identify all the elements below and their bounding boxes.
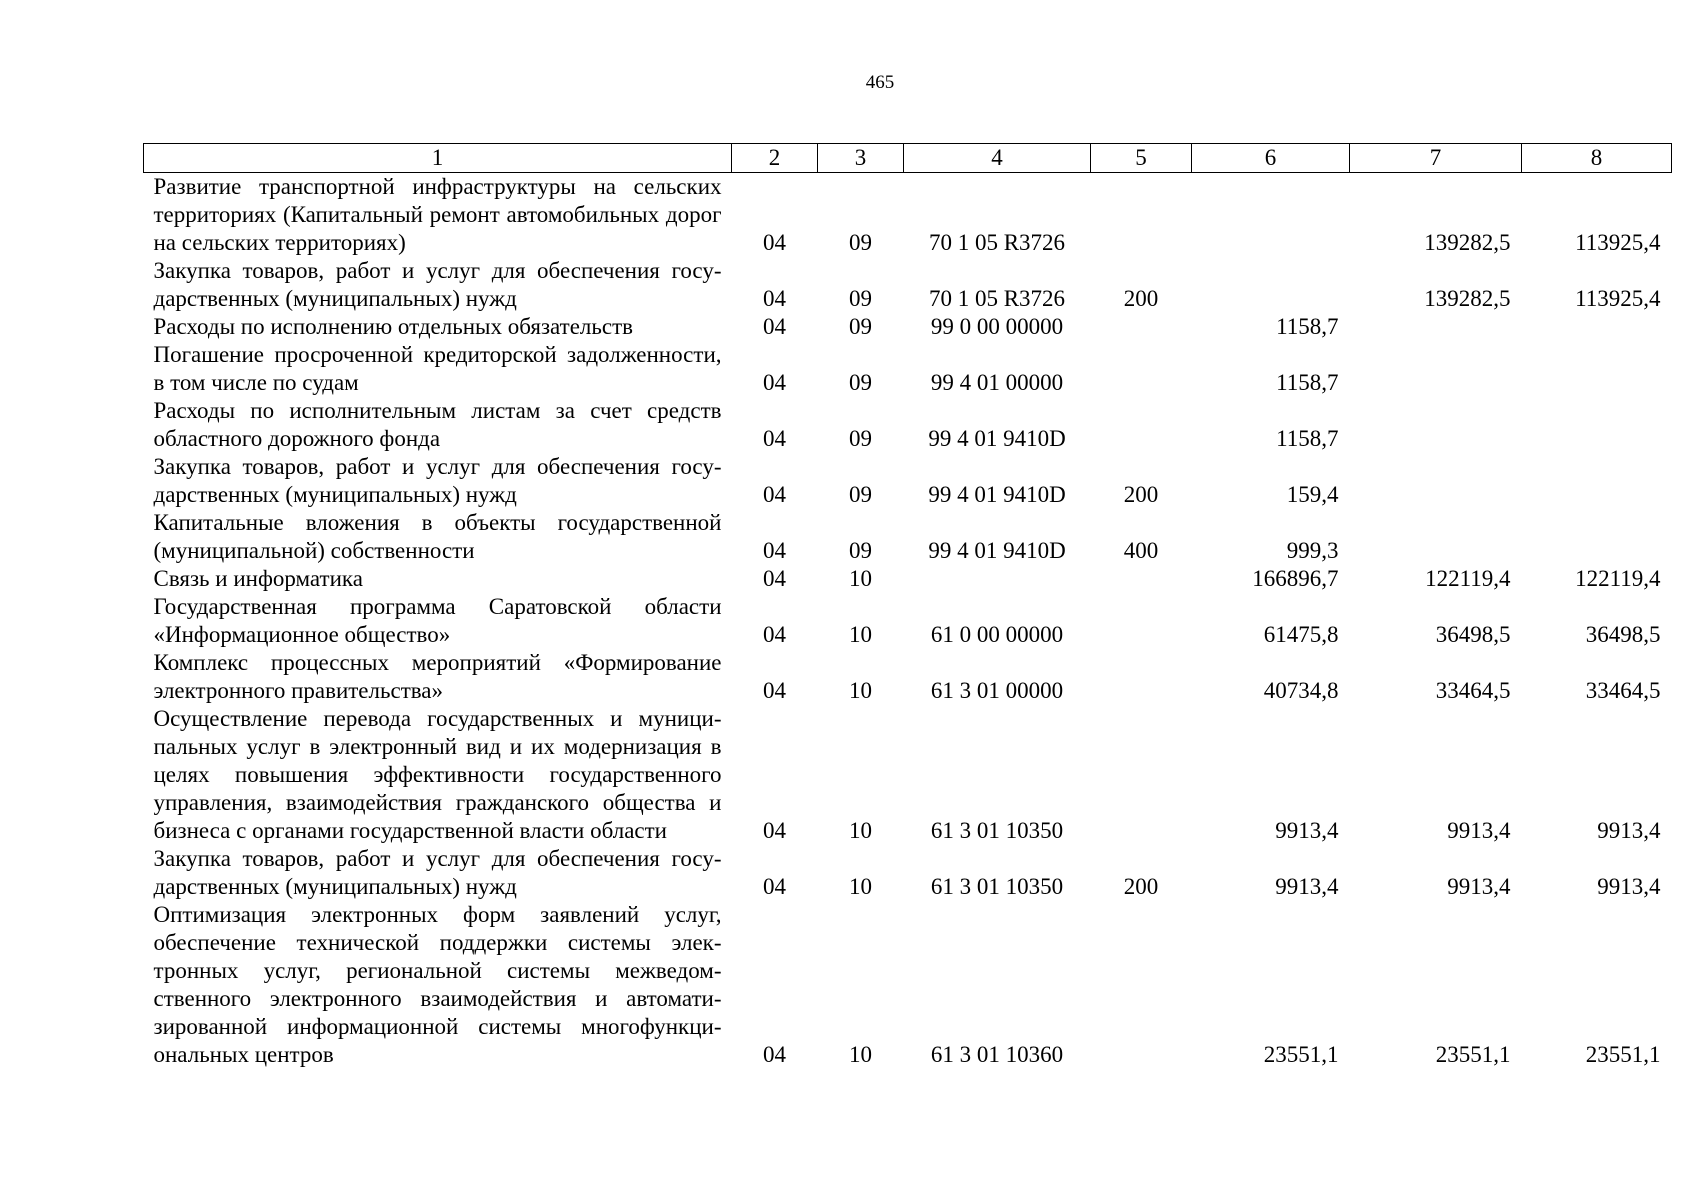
- row-amount-col7: 139282,5: [1424, 286, 1511, 311]
- row-amount-col7: [1350, 397, 1522, 453]
- row-subsection-code: 09: [849, 482, 872, 507]
- row-section-code: 04: [763, 538, 786, 563]
- row-amount-col6: [1192, 173, 1350, 258]
- row-amount-col6: [1192, 257, 1350, 313]
- row-amount-col8: [1522, 341, 1672, 397]
- row-description: Закупка товаров, работ и услуг для обеспечения государственных (муниципальных) нужд: [153, 454, 722, 507]
- row-description: Закупка товаров, работ и услуг для обеспечения государственных (муниципальных) нужд: [153, 846, 722, 899]
- row-amount-col6: 9913,4: [1275, 874, 1339, 899]
- row-section-code: 04: [763, 482, 786, 507]
- row-amount-col7: 139282,5: [1424, 230, 1511, 255]
- table-row: [144, 593, 1672, 649]
- row-amount-col8: 113925,4: [1575, 230, 1661, 255]
- row-expense-type: [1091, 397, 1192, 453]
- row-subsection-code: 09: [849, 230, 872, 255]
- table-row: [144, 397, 1672, 453]
- row-amount-col8: [1522, 397, 1672, 453]
- row-subsection-code: 10: [849, 1042, 872, 1067]
- row-section-code: 04: [763, 566, 786, 591]
- row-subsection-code: 10: [849, 622, 872, 647]
- row-expense-type: [1091, 901, 1192, 1069]
- row-amount-col8: 36498,5: [1585, 622, 1661, 647]
- row-expense-type: 400: [1123, 538, 1159, 563]
- row-amount-col6: 61475,8: [1263, 622, 1339, 647]
- row-section-code: 04: [763, 678, 786, 703]
- row-amount-col7: [1350, 509, 1522, 565]
- row-subsection-code: 10: [849, 678, 872, 703]
- table-row: [144, 313, 1672, 341]
- row-subsection-code: 10: [849, 818, 872, 843]
- row-amount-col8: 122119,4: [1575, 566, 1661, 591]
- table-row: [144, 565, 1672, 593]
- row-amount-col8: [1522, 509, 1672, 565]
- row-expense-type: [1091, 341, 1192, 397]
- row-subsection-code: 10: [849, 566, 872, 591]
- row-amount-col6: 999,3: [1286, 538, 1339, 563]
- row-amount-col7: 9913,4: [1447, 874, 1511, 899]
- row-subsection-code: 09: [849, 286, 872, 311]
- row-expense-type: [1091, 313, 1192, 341]
- row-amount-col6: 1158,7: [1276, 314, 1339, 339]
- row-target-article: 70 1 05 R3726: [928, 230, 1066, 255]
- row-expense-type: 200: [1123, 482, 1159, 507]
- row-expense-type: 200: [1123, 874, 1159, 899]
- row-amount-col7: [1350, 341, 1522, 397]
- header-col-3: 3: [818, 144, 904, 173]
- row-description: Расходы по исполнительным листам за счет средств областного дорожного фонда: [153, 398, 722, 451]
- row-amount-col6: 159,4: [1286, 482, 1339, 507]
- row-subsection-code: 09: [849, 538, 872, 563]
- row-section-code: 04: [763, 426, 786, 451]
- table-row: [144, 649, 1672, 705]
- row-subsection-code: 10: [849, 874, 872, 899]
- row-amount-col7: [1350, 313, 1522, 341]
- row-amount-col8: [1522, 313, 1672, 341]
- table-row: [144, 173, 1672, 258]
- row-amount-col6: 1158,7: [1276, 426, 1339, 451]
- row-section-code: 04: [763, 1042, 786, 1067]
- row-amount-col7: [1350, 453, 1522, 509]
- header-row: [144, 144, 1672, 173]
- header-col-8: 8: [1522, 144, 1672, 173]
- budget-table: [143, 143, 1672, 1069]
- row-description: Оптимизация электронных форм заявлений услуг, обеспечение технической поддержки системы электронных услуг, региональной системы межведомственного электронного взаимодействия и автоматизированной информационной системы многофункциональных центров: [153, 902, 722, 1067]
- row-amount-col7: 33464,5: [1435, 678, 1511, 703]
- row-amount-col8: 33464,5: [1585, 678, 1661, 703]
- row-amount-col8: 9913,4: [1597, 874, 1661, 899]
- row-amount-col8: 113925,4: [1575, 286, 1661, 311]
- row-expense-type: [1091, 705, 1192, 845]
- row-description: Погашение просроченной кредиторской задолженности, в том числе по судам: [153, 342, 722, 395]
- row-expense-type: [1091, 565, 1192, 593]
- row-expense-type: [1091, 649, 1192, 705]
- row-target-article: 61 3 01 10360: [930, 1042, 1064, 1067]
- row-expense-type: 200: [1123, 286, 1159, 311]
- row-section-code: 04: [763, 230, 786, 255]
- row-amount-col8: 9913,4: [1597, 818, 1661, 843]
- header-col-2: 2: [732, 144, 818, 173]
- row-amount-col6: 23551,1: [1263, 1042, 1339, 1067]
- table-row: [144, 705, 1672, 845]
- row-amount-col6: 40734,8: [1263, 678, 1339, 703]
- row-description: Осуществление перевода государственных и муниципальных услуг в электронный вид и их модернизация в целях повышения эффективности государственного управления, взаимодействия гражданского общества и бизнеса с органами государственной власти области: [153, 706, 722, 843]
- table-row: [144, 341, 1672, 397]
- row-section-code: 04: [763, 818, 786, 843]
- row-target-article: 70 1 05 R3726: [928, 286, 1066, 311]
- row-description: Капитальные вложения в объекты государственной (муниципальной) собственности: [153, 510, 722, 563]
- table-row: [144, 453, 1672, 509]
- row-amount-col6: 9913,4: [1275, 818, 1339, 843]
- row-amount-col7: 9913,4: [1447, 818, 1511, 843]
- row-target-article: [904, 565, 1091, 593]
- row-amount-col7: 23551,1: [1435, 1042, 1511, 1067]
- row-target-article: 99 4 01 9410D: [928, 482, 1066, 507]
- row-section-code: 04: [763, 370, 786, 395]
- row-expense-type: [1091, 173, 1192, 258]
- header-col-5: 5: [1091, 144, 1192, 173]
- table-header: [144, 144, 1672, 173]
- header-col-4: 4: [904, 144, 1091, 173]
- row-description: Связь и информатика: [153, 566, 363, 591]
- row-target-article: 61 3 01 10350: [930, 818, 1064, 843]
- row-subsection-code: 09: [849, 426, 872, 451]
- row-section-code: 04: [763, 286, 786, 311]
- row-description: Развитие транспортной инфраструктуры на сельских территориях (Капитальный ремонт автомобильных дорог на сельских территориях): [153, 174, 722, 255]
- row-description: Государственная программа Саратовской области «Информационное общество»: [153, 594, 722, 647]
- row-expense-type: [1091, 593, 1192, 649]
- row-subsection-code: 09: [849, 314, 872, 339]
- row-target-article: 99 4 01 9410D: [928, 538, 1066, 563]
- row-amount-col6: 1158,7: [1276, 370, 1339, 395]
- row-section-code: 04: [763, 314, 786, 339]
- row-description: Расходы по исполнению отдельных обязательств: [153, 314, 633, 339]
- row-description: Закупка товаров, работ и услуг для обеспечения государственных (муниципальных) нужд: [153, 258, 722, 311]
- header-col-1: 1: [144, 144, 732, 173]
- row-amount-col7: 122119,4: [1425, 566, 1511, 591]
- row-target-article: 61 3 01 10350: [930, 874, 1064, 899]
- row-subsection-code: 09: [849, 370, 872, 395]
- row-amount-col8: [1522, 453, 1672, 509]
- header-col-6: 6: [1192, 144, 1350, 173]
- row-target-article: 61 3 01 00000: [930, 678, 1064, 703]
- row-target-article: 99 4 01 9410D: [928, 426, 1066, 451]
- table-row: [144, 845, 1672, 901]
- table-row: [144, 901, 1672, 1069]
- header-col-7: 7: [1350, 144, 1522, 173]
- row-amount-col8: 23551,1: [1585, 1042, 1661, 1067]
- table-row: [144, 257, 1672, 313]
- row-amount-col7: 36498,5: [1435, 622, 1511, 647]
- row-section-code: 04: [763, 622, 786, 647]
- row-amount-col6: 166896,7: [1252, 566, 1339, 591]
- row-target-article: 99 4 01 00000: [930, 370, 1064, 395]
- page-number: 465: [865, 72, 895, 93]
- table-body: [144, 173, 1672, 1070]
- row-description: Комплекс процессных мероприятий «Формирование электронного правительства»: [153, 650, 722, 703]
- row-section-code: 04: [763, 874, 786, 899]
- row-target-article: 61 0 00 00000: [930, 622, 1064, 647]
- table-row: [144, 509, 1672, 565]
- row-target-article: 99 0 00 00000: [930, 314, 1064, 339]
